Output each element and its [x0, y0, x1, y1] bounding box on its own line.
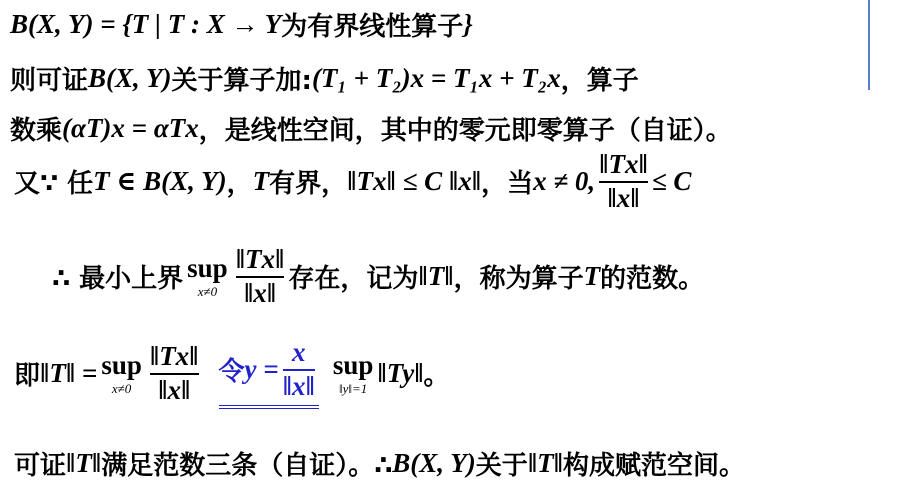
math-segment: ‖Tx‖ ≤ C ‖x‖ — [347, 166, 482, 197]
norm-ratio-fraction — [150, 342, 199, 405]
norm-formula-line — [14, 338, 450, 409]
fraction-numerator: x — [292, 337, 306, 367]
text-segment: ， — [226, 169, 253, 200]
set-condition-text: 为有界线性算子 — [281, 12, 464, 42]
normed-space-line — [14, 445, 745, 482]
sup-label: sup — [332, 350, 374, 381]
sup-operator — [101, 350, 142, 397]
text-segment: ，当 — [481, 169, 534, 200]
fraction-numerator: ‖Tx‖ — [599, 149, 648, 179]
text-segment: ，算子 — [560, 66, 639, 96]
math-segment: T ∈ B(X, Y) — [93, 166, 227, 197]
math-segment: (αT)x = αTx — [62, 113, 199, 143]
slide-edge-line — [868, 0, 870, 90]
math-segment: ‖T‖ — [527, 448, 563, 478]
definition-line — [10, 6, 473, 43]
math-segment: T — [252, 166, 270, 197]
text-segment: ，是线性空间，其中的零元即零算子（自证）。 — [198, 116, 732, 146]
text-segment: 数乘 — [10, 116, 63, 146]
math-segment: x ≠ 0, — [533, 166, 596, 197]
text-segment: 。 — [423, 361, 450, 392]
text-segment: 又∵ 任 — [14, 169, 94, 200]
fraction-denominator: ‖x‖ — [607, 182, 640, 213]
math-segment: (T₁ + T₂)x = T₁x + T₂x — [311, 63, 561, 93]
math-segment: B(X, Y) — [88, 63, 172, 93]
text-segment: 存在，记为 — [288, 264, 419, 295]
scalar-multiplication-line — [10, 110, 732, 147]
bounded-operator-line — [14, 150, 691, 213]
text-segment: ，称为算子 — [453, 264, 584, 295]
text-segment: ∴ 最小上界 — [52, 264, 184, 295]
substitution-annotation — [219, 338, 319, 409]
text-segment: 关于算子加: — [171, 66, 312, 96]
sup-operator — [187, 253, 228, 300]
text-segment: 构成赋范空间。 — [562, 451, 745, 481]
math-segment: ‖T‖ — [418, 261, 454, 292]
set-close-brace: } — [463, 9, 473, 39]
operator-addition-line — [10, 60, 639, 97]
fraction-denominator: ‖x‖ — [158, 374, 191, 405]
unit-vector-fraction — [283, 338, 315, 401]
math-segment: B(X, Y) — [392, 448, 476, 478]
text-segment: 关于 — [475, 451, 528, 481]
sup-operator — [333, 350, 374, 397]
text-segment: 的范数。 — [600, 264, 705, 295]
fraction-denominator: ‖x‖ — [282, 370, 315, 401]
math-segment: ‖T‖ = — [40, 358, 98, 389]
fraction-denominator: ‖x‖ — [243, 277, 277, 308]
sup-limit: ‖y‖=1 — [338, 381, 368, 397]
fraction-numerator: ‖Tx‖ — [149, 341, 199, 371]
math-segment: ‖T‖ — [66, 448, 102, 478]
norm-ratio-fraction — [236, 245, 285, 308]
text-segment: 有界， — [269, 169, 348, 200]
sup-limit: x≠0 — [197, 284, 218, 300]
math-segment: y = — [244, 354, 279, 385]
text-segment: 则可证 — [10, 66, 89, 96]
text-segment: 满足范数三条（自证）。∴ — [101, 451, 393, 481]
supremum-line — [52, 245, 704, 308]
text-segment: 可证 — [14, 451, 67, 481]
sup-label: sup — [101, 350, 142, 381]
set-expression: B(X, Y) = {T | T : X → Y — [10, 9, 282, 39]
sup-label: sup — [187, 253, 228, 284]
math-segment: ≤ C — [651, 166, 692, 197]
norm-ratio-fraction — [599, 150, 648, 213]
math-segment: ‖Ty‖ — [377, 358, 424, 389]
math-segment: T — [583, 261, 601, 292]
sup-limit: x≠0 — [111, 381, 132, 397]
text-segment: 令 — [218, 357, 245, 388]
text-segment: 即 — [14, 361, 41, 392]
fraction-numerator: ‖Tx‖ — [235, 244, 285, 274]
